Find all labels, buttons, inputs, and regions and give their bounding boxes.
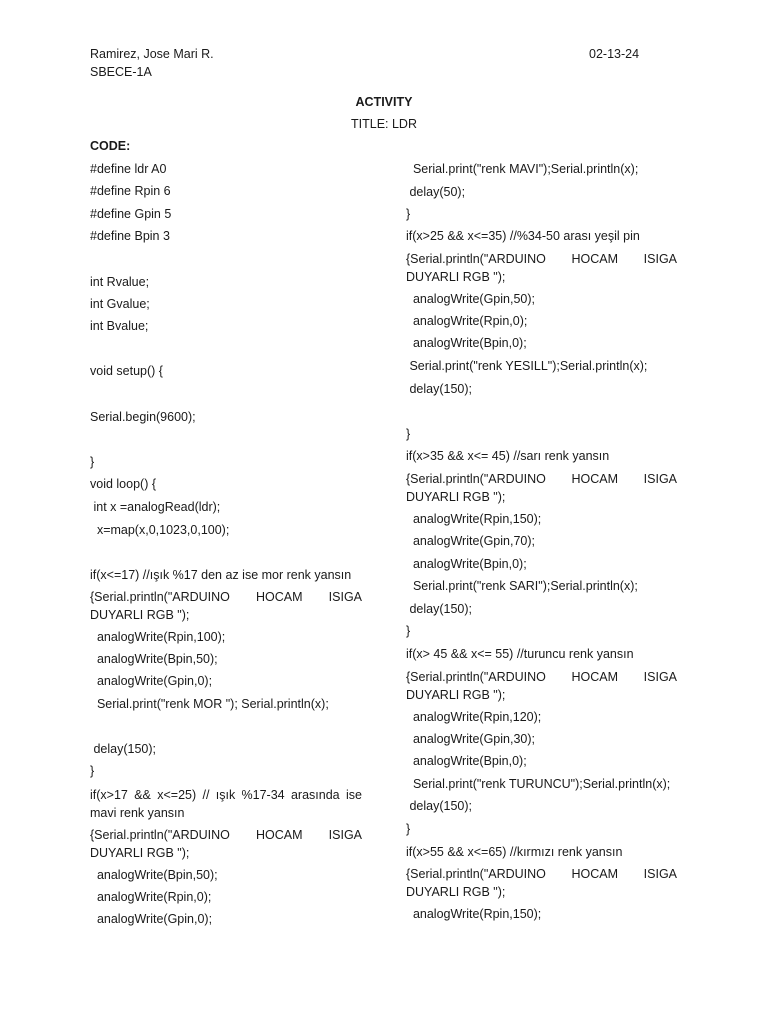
code-word: ışık (215, 788, 236, 802)
left-code-line: int x =analogRead(ldr); (90, 500, 221, 514)
code-word: ISIGA (328, 828, 362, 842)
left-code-line: analogWrite(Gpin,0); (90, 912, 213, 926)
left-justified-line (90, 828, 362, 842)
left-code-line: #define Gpin 5 (90, 207, 172, 221)
right-code-line: analogWrite(Gpin,70); (406, 534, 535, 548)
left-code-line: analogWrite(Rpin,0); (90, 890, 212, 904)
left-code-line: x=map(x,0,1023,0,100); (90, 523, 230, 537)
left-justified-line (90, 590, 362, 604)
right-code-line: analogWrite(Gpin,30); (406, 732, 535, 746)
right-code-line: if(x> 45 && x<= 55) //turuncu renk yansın (406, 647, 634, 661)
left-code-line: void setup() { (90, 364, 163, 378)
left-code-line: #define Rpin 6 (90, 184, 171, 198)
right-code-line: Serial.print("renk YESILL");Serial.println(x); (406, 359, 648, 373)
right-code-line: delay(150); (406, 799, 473, 813)
left-code-line: if(x<=17) //ışık %17 den az ise mor renk yansın (90, 568, 352, 582)
author-name: Ramirez, Jose Mari R. (90, 47, 214, 61)
left-code-line: #define ldr A0 (90, 162, 167, 176)
right-code-line: DUYARLI RGB "); (406, 688, 506, 702)
left-code-line: delay(150); (90, 742, 157, 756)
code-word: {Serial.println("ARDUINO (90, 828, 230, 842)
left-code-line: analogWrite(Rpin,100); (90, 630, 226, 644)
right-code-line: DUYARLI RGB "); (406, 270, 506, 284)
code-word: {Serial.println("ARDUINO (90, 590, 230, 604)
code-word: HOCAM (571, 867, 619, 881)
left-code-line: mavi renk yansın (90, 806, 185, 820)
left-code-line: #define Bpin 3 (90, 229, 170, 243)
code-word: HOCAM (256, 590, 303, 604)
left-code-line: DUYARLI RGB "); (90, 608, 190, 622)
code-word: HOCAM (571, 670, 619, 684)
right-code-line: } (406, 427, 411, 441)
left-code-line: analogWrite(Gpin,0); (90, 674, 213, 688)
right-code-line: analogWrite(Bpin,0); (406, 557, 527, 571)
right-code-line: analogWrite(Rpin,120); (406, 710, 542, 724)
right-code-line: analogWrite(Rpin,0); (406, 314, 528, 328)
left-code-line: int Bvalue; (90, 319, 149, 333)
right-code-line: } (406, 207, 411, 221)
left-code-line: analogWrite(Bpin,50); (90, 652, 218, 666)
code-word: HOCAM (571, 472, 619, 486)
left-code-line: Serial.print("renk MOR "); Serial.println(x); (90, 697, 329, 711)
code-label: CODE: (90, 139, 131, 153)
right-justified-line (406, 670, 677, 684)
right-code-line: DUYARLI RGB "); (406, 490, 506, 504)
code-word: ISIGA (643, 472, 677, 486)
code-word: {Serial.println("ARDUINO (406, 472, 546, 486)
code-word: && (134, 788, 151, 802)
right-justified-line (406, 867, 677, 881)
code-word: ISIGA (328, 590, 362, 604)
left-code-line: analogWrite(Bpin,50); (90, 868, 218, 882)
right-code-line: if(x>35 && x<= 45) //sarı renk yansın (406, 449, 610, 463)
code-word: %17-34 (241, 788, 285, 802)
right-code-line: analogWrite(Bpin,0); (406, 336, 527, 350)
code-word: HOCAM (571, 252, 619, 266)
code-word: ISIGA (643, 867, 677, 881)
left-code-line: } (90, 764, 95, 778)
activity-heading: ACTIVITY (355, 95, 413, 109)
left-code-line: int Rvalue; (90, 275, 150, 289)
left-code-line: DUYARLI RGB "); (90, 846, 190, 860)
right-code-line: Serial.print("renk SARI");Serial.println(x); (406, 579, 638, 593)
right-code-line: } (406, 624, 411, 638)
right-code-line: delay(50); (406, 185, 466, 199)
right-justified-line (406, 252, 677, 266)
code-word: // (202, 788, 210, 802)
code-word: x<=25) (157, 788, 197, 802)
right-code-line: analogWrite(Rpin,150); (406, 907, 542, 921)
code-word: ise (345, 788, 362, 802)
right-code-line: Serial.print("renk TURUNCU");Serial.println(x); (406, 777, 671, 791)
left-code-line: void loop() { (90, 477, 157, 491)
code-word: if(x>17 (90, 788, 128, 802)
title-line: TITLE: LDR (351, 117, 417, 131)
date-text: 02-13-24 (589, 47, 640, 61)
right-code-line: } (406, 822, 411, 836)
left-code-line: int Gvalue; (90, 297, 150, 311)
right-code-line: delay(150); (406, 382, 473, 396)
right-code-line: analogWrite(Gpin,50); (406, 292, 535, 306)
code-word: HOCAM (256, 828, 303, 842)
code-word: arasında (290, 788, 340, 802)
right-code-line: DUYARLI RGB "); (406, 885, 506, 899)
right-code-line: Serial.print("renk MAVI");Serial.println(x); (406, 162, 639, 176)
left-code-line: Serial.begin(9600); (90, 410, 196, 424)
right-code-line: analogWrite(Bpin,0); (406, 754, 527, 768)
code-word: ISIGA (643, 252, 677, 266)
right-code-line: analogWrite(Rpin,150); (406, 512, 542, 526)
section-code: SBECE-1A (90, 65, 152, 79)
left-justified-line (90, 788, 362, 802)
right-code-line: if(x>25 && x<=35) //%34-50 arası yeşil pin (406, 229, 640, 243)
code-word: ISIGA (643, 670, 677, 684)
code-word: {Serial.println("ARDUINO (406, 670, 546, 684)
right-justified-line (406, 472, 677, 486)
right-code-line: delay(150); (406, 602, 473, 616)
code-word: {Serial.println("ARDUINO (406, 252, 546, 266)
code-word: {Serial.println("ARDUINO (406, 867, 546, 881)
left-code-line: } (90, 455, 95, 469)
right-code-line: if(x>55 && x<=65) //kırmızı renk yansın (406, 845, 623, 859)
